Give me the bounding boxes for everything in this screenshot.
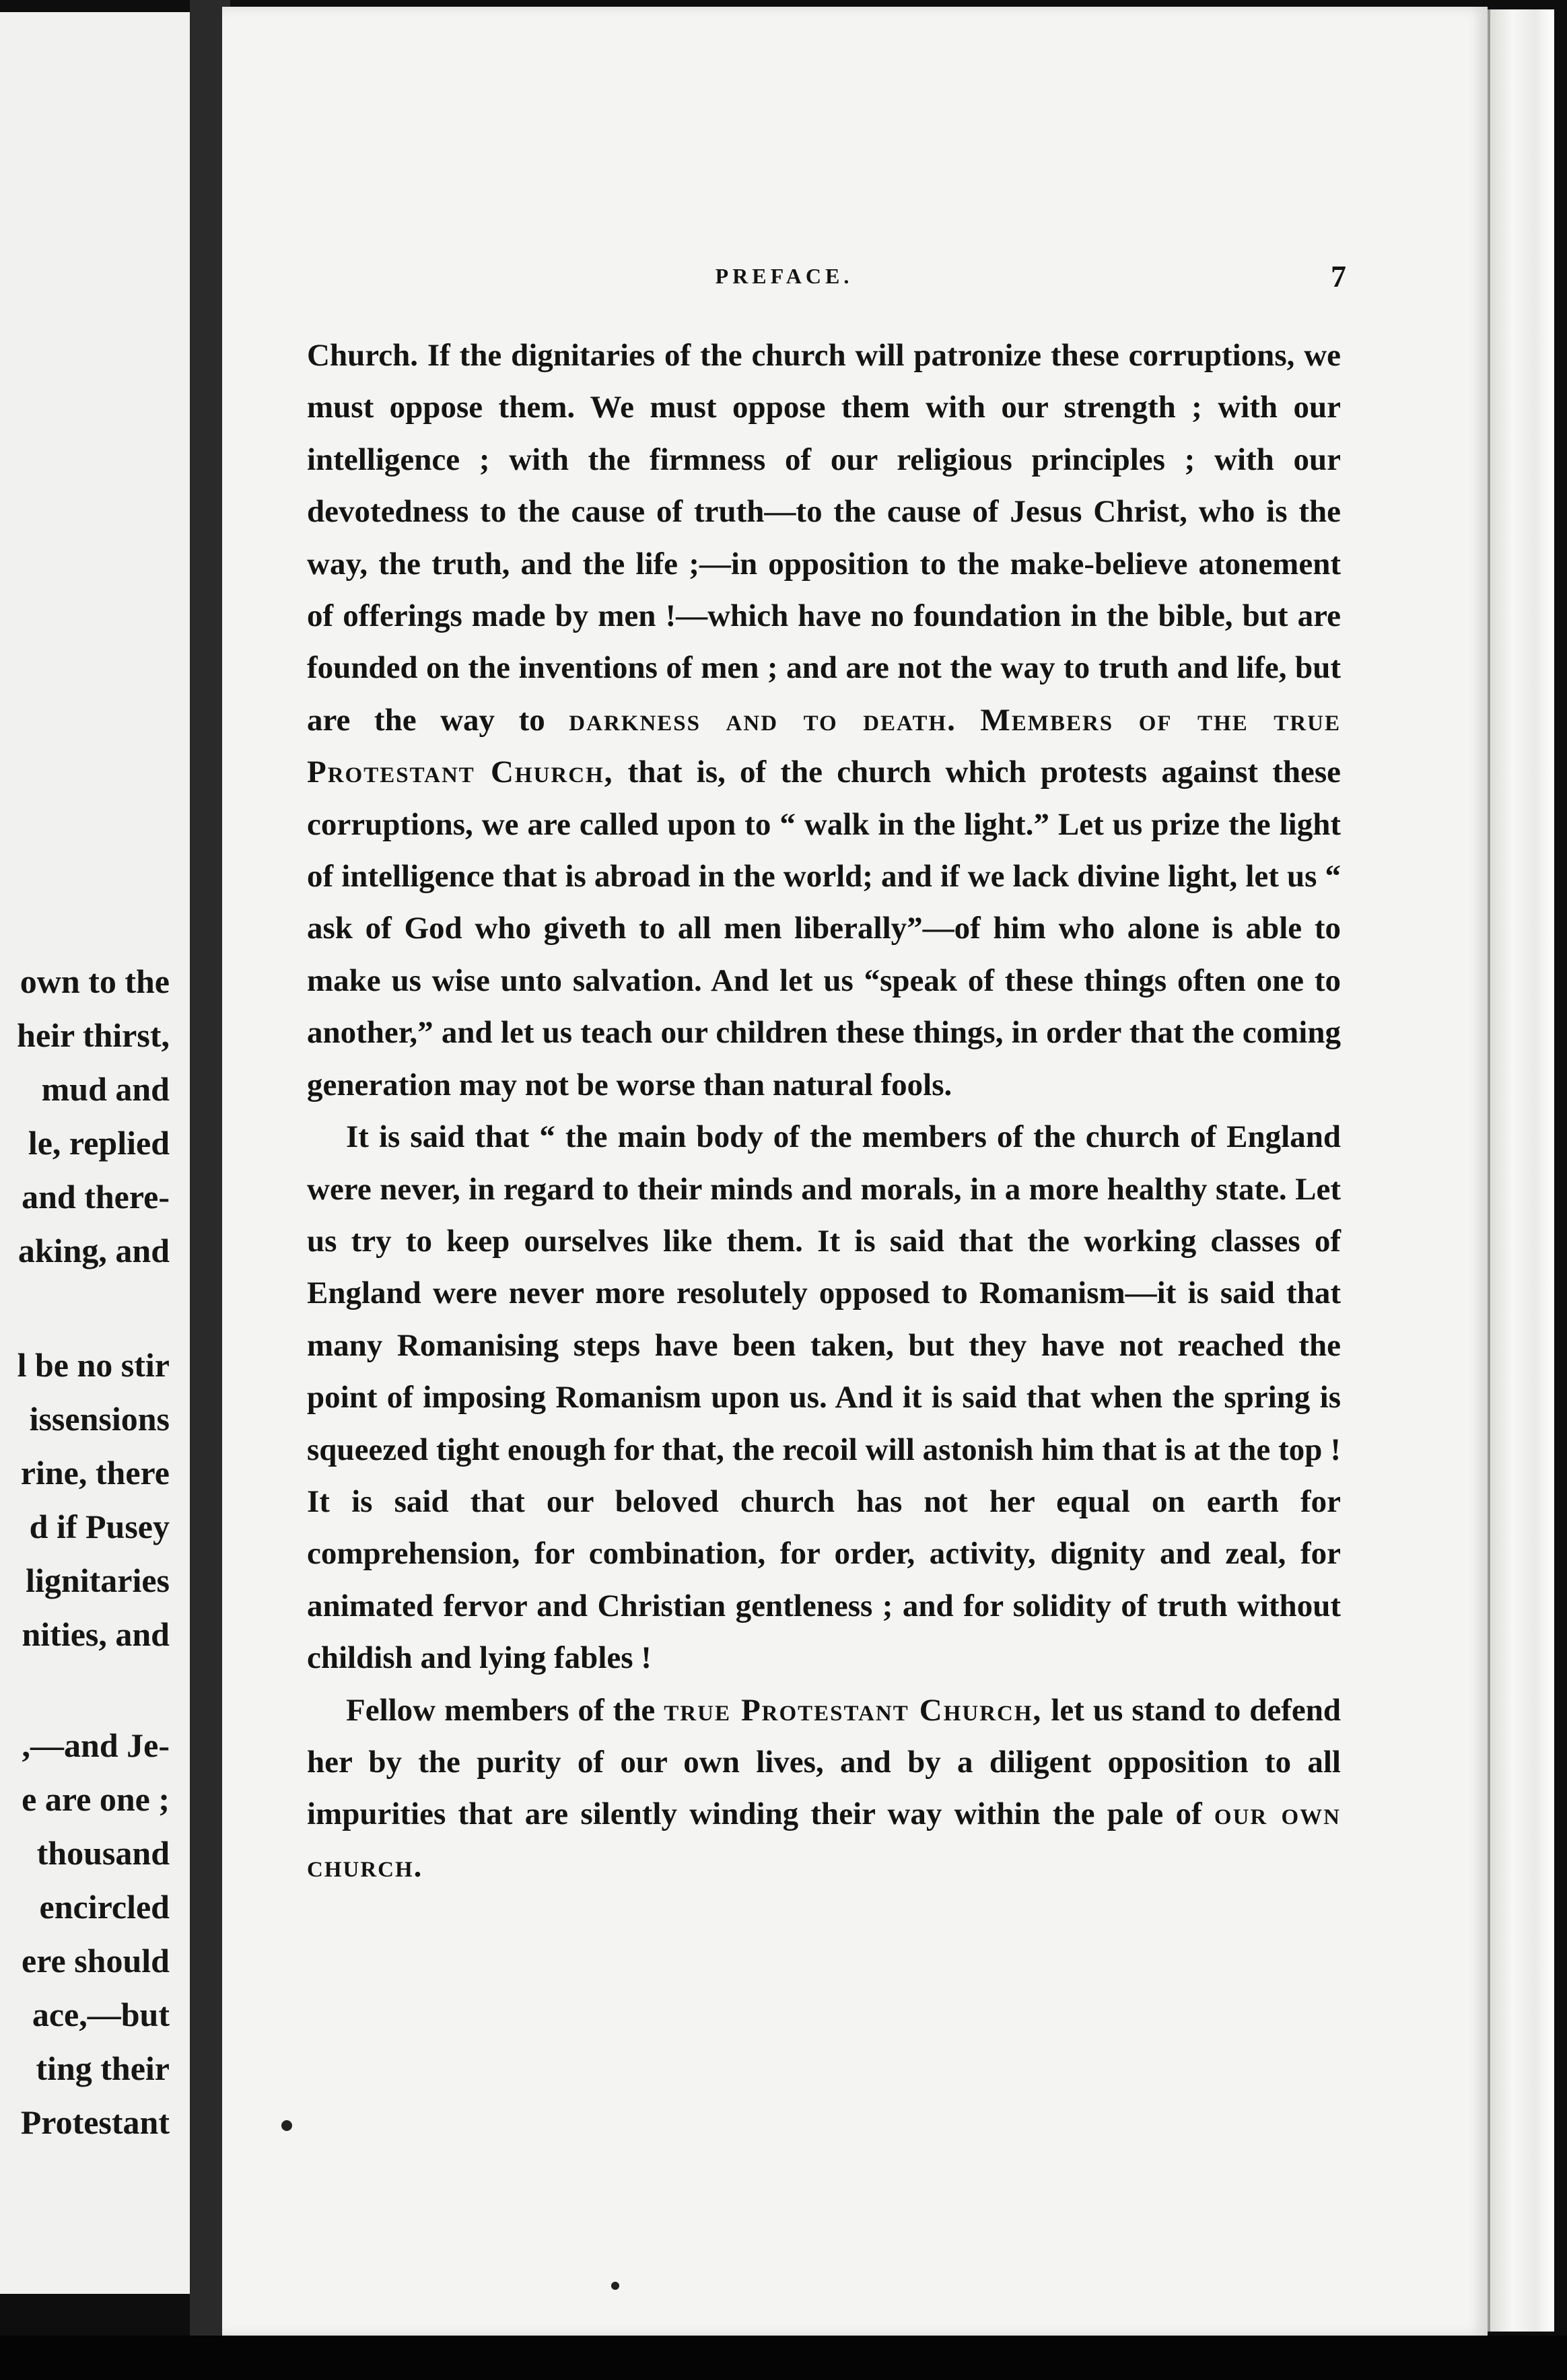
left-line: ,—and Je-	[22, 1726, 170, 1764]
small-caps-phrase: our own church.	[307, 1796, 1342, 1884]
page-header	[222, 259, 1346, 304]
left-line: ting their	[36, 2050, 170, 2087]
paragraph-3-text-b: let us stand to defend her by the purity of our own lives, and by a diligent opposition to all impurities that are silently winding their way within the pale of	[307, 1692, 1341, 1832]
body-text	[307, 330, 1341, 1893]
left-line: nities, and	[22, 1615, 170, 1653]
small-caps-phrase: true Protestant Church,	[664, 1692, 1043, 1728]
left-line: encircled	[39, 1888, 170, 1926]
paragraph-2: It is said that “ the main body of the members of the church of England were never, in regard to their minds and morals, in a more healthy state. Let us try to keep ourselves like them. It is said that the working classes of England were never more resolutely opposed to Romanism—it is said that many Romanising steps have been taken, but they have not reached the point of imposing Romanism upon us. And it is said that when the spring is squeezed tight enough for that, the recoil will astonish him that is at the top ! It is said that our beloved church has not her equal on earth for comprehension, for combination, for order, activity, dignity and zeal, for animated fervor and Christian gentleness ; and for solidity of truth without childish and lying fables !	[307, 1119, 1341, 1676]
scan-border	[0, 2336, 1567, 2380]
left-line: lignitaries	[26, 1562, 170, 1599]
left-line: and there-	[22, 1178, 170, 1216]
left-line: thousand	[36, 1834, 170, 1872]
left-line: issensions	[29, 1400, 170, 1438]
paragraph-1	[307, 330, 1341, 1111]
paragraph-1-space	[956, 703, 981, 738]
small-caps-phrase: darkness and to death.	[569, 702, 956, 738]
left-line: d if Pusey	[29, 1508, 170, 1545]
left-line: rine, there	[20, 1454, 170, 1492]
paragraph-1-text-c: that is, of the church which protests against these corruptions, we are called upon to “ walk in the light.” Let us prize the light of intelligence that is abroad in the world; and if we lack divine light, let us “ ask of God who giveth to all men liberally”—of him who alone is able to make us wise unto salvation. And let us “speak of these things often one to another,” and let us teach our children these things, in order that the coming generation may not be worse than natural fools.	[307, 755, 1341, 1102]
left-line: le, replied	[28, 1124, 170, 1162]
paragraph-3-text-a: Fellow members of the	[346, 1692, 664, 1728]
ink-speck	[611, 2282, 619, 2290]
left-line: ace,—but	[32, 1996, 170, 2033]
running-head: PREFACE.	[715, 264, 854, 288]
left-line: l be no stir	[17, 1346, 170, 1384]
left-line: Protestant	[20, 2103, 170, 2141]
paragraph-1-text-a: Church. If the dignitaries of the church will patronize these corruptions, we must oppose them. We must oppose them with our strength ; with our intelligence ; with the firmness of our religious principles ; with our devotedness to the cause of truth—to the cause of Jesus Christ, who is the way, the truth, and the life ;—in opposition to the make-believe atonement of offerings made by men !—which have no foundation in the bible, but are founded on the inventions of men ; and are not the way to truth and life, but are the way to	[307, 338, 1341, 738]
paragraph-3	[307, 1685, 1341, 1893]
page-edges	[1488, 9, 1554, 2332]
left-line: mud and	[41, 1070, 170, 1108]
left-line: heir thirst,	[17, 1016, 170, 1054]
facing-page-fragment	[0, 12, 190, 2294]
left-line: own to the	[20, 963, 170, 1000]
left-line: aking, and	[18, 1232, 170, 1269]
page-number: 7	[1331, 259, 1346, 293]
left-line: e are one ;	[22, 1780, 170, 1818]
ink-speck	[281, 2120, 292, 2131]
small-caps-phrase: Members of the true Protestant Church,	[307, 702, 1341, 790]
left-line: ere should	[22, 1942, 170, 1980]
